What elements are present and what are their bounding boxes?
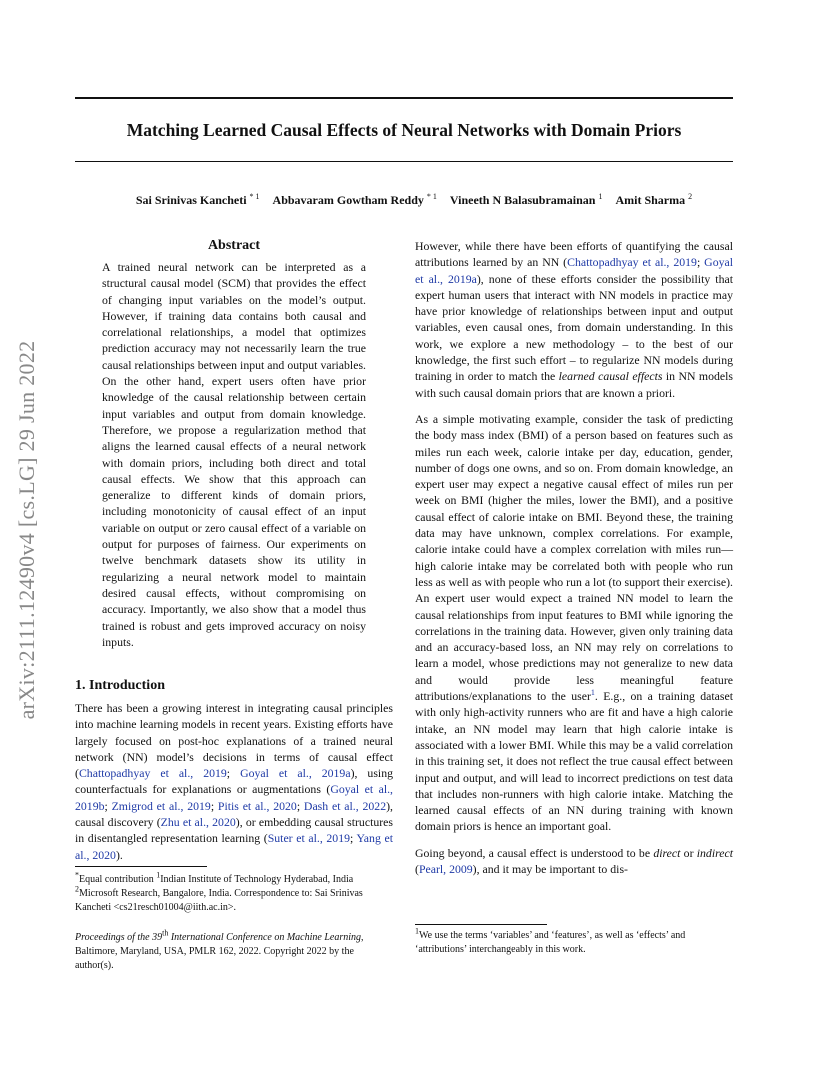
citation-link[interactable]: Goyal et al., 2019b <box>75 782 393 813</box>
footnote-rule <box>415 924 547 925</box>
author: Vineeth N Balasubramainan $^1$ <box>449 192 603 207</box>
proceedings-note: Proceedings of the 39th International Conference on Machine Learning, Baltimore, Maryland, USA, PMLR 162, 2022. Copyright 2022 by the author(s). <box>75 928 364 971</box>
footnote-marker[interactable]: 1 <box>590 688 595 698</box>
right-column <box>415 238 733 877</box>
citation-link[interactable]: Suter et al., 2019 <box>267 831 350 846</box>
abstract-heading: Abstract <box>207 238 261 253</box>
footnote-affiliations: *Equal contribution $^1$Indian Institute of Technology Hyderabad, India $^2$Microsoft Research, Bangalore, India. Correspondence to: Sai Srinivas Kancheti <cs21resch01004@iith.ac.in>. <box>75 870 363 913</box>
citation-link[interactable]: Chattopadhyay et al., 2019 <box>78 766 227 781</box>
paper-title: Matching Learned Causal Effects of Neural Networks with Domain Priors <box>126 120 682 140</box>
arxiv-id: arXiv:2111.12490v4 [cs.LG] 29 Jun 2022 <box>14 340 39 720</box>
citation-link[interactable]: Zhu et al., 2020 <box>160 815 236 830</box>
paragraph: However, while there have been efforts of quantifying the causal attributions learned by an NN (Chattopadhyay et al., 2019; Goyal et al., 2019a), none of these efforts consider the possibility that expert human users that interact with NN models in practice may have prior knowledge of relationships between input and output variables, even causal ones, from domain understanding. In this work, we explore a new methodology – to the best of our knowledge, the first such effort – to regularize NN models during training in order to match the learned causal effects in NN models with such causal domain priors that are known a priori. <box>415 239 734 400</box>
title-rule-top <box>75 97 733 99</box>
citation-link[interactable]: Pearl, 2009 <box>418 861 473 876</box>
abstract-text: A trained neural network can be interpreted as a structural causal model (SCM) that provides the effect of changing input variables on the model’s output. However, if training data contains both causal and correlational relationships, a model that optimizes prediction accuracy may not necessarily learn the true causal relationships between input and output variables. On the other hand, expert users often have prior knowledge of the causal relationship between certain input variables and output from domain knowledge. Therefore, we propose a regularization method that aligns the learned causal effects of a neural network with domain priors, including both direct and total causal effects. We show that this approach can generalize to different kinds of domain priors, including monotonicity of causal effect of an input variable on output or zero causal effect of a variable on output for purposes of fairness. Our experiments on twelve benchmark datasets show its utility in regularizing a neural network model to maintain desired causal effects, without compromising on accuracy. Importantly, we also show that a model thus trained is robust and gets improved accuracy on noisy inputs. <box>102 260 366 649</box>
introduction-paragraph: There has been a growing interest in integrating causal principles into machine learning models in recent years. Existing efforts have largely focused on post-hoc explanations of a trained neural network (NN) model’s decisions in terms of causal effect (Chattopadhyay et al., 2019; Goyal et al., 2019a), using counterfactuals for explanations or augmentations (Goyal et al., 2019b; Zmigrod et al., 2019; Pitis et al., 2020; Dash et al., 2022), causal discovery (Zhu et al., 2020), or embedding causal structures in disentangled representation learning (Suter et al., 2019; Yang et al., 2020). <box>75 701 393 862</box>
author: Amit Sharma $^2$ <box>615 192 693 207</box>
citation-link[interactable]: Goyal et al., 2019a <box>240 766 351 781</box>
author-list <box>40 190 788 210</box>
footnote-terms: $^1$We use the terms ‘variables’ and ‘features’, as well as ‘effects’ and ‘attributions’ interchangeably in this work. <box>415 926 686 955</box>
citation-link[interactable]: Yang et al., 2020 <box>75 831 393 862</box>
paragraph: Going beyond, a causal effect is understood to be direct or indirect (Pearl, 2009), and it may be important to dis- <box>415 845 734 876</box>
section-heading-introduction: 1. Introduction <box>75 678 165 693</box>
citation-link[interactable]: Pitis et al., 2020 <box>217 798 297 813</box>
author: Sai Srinivas Kancheti $^{* 1}$ <box>135 192 260 207</box>
citation-link[interactable]: Zmigrod et al., 2019 <box>111 798 211 813</box>
author: Abbavaram Gowtham Reddy $^{* 1}$ <box>272 192 437 207</box>
footnote-rule <box>75 866 207 867</box>
citation-link[interactable]: Chattopadhyay et al., 2019 <box>567 255 697 270</box>
citation-link[interactable]: Dash et al., 2022 <box>303 798 387 813</box>
paragraph: As a simple motivating example, consider the task of predicting the body mass index (BMI) of a person based on features such as miles run each week, calorie intake per day, education, gender, number of dogs one owns, and so on. From domain knowledge, an expert user may expect a negative causal effect of miles run per week on BMI (higher the miles, lower the BMI), and a positive causal effect of calorie intake on BMI. Beyond these, the training data may have unknown, complex correlations. For example, calorie intake could have a complex correlation with miles run—high calorie intake may be correlated both with people who run less as well as with people who run a lot (to support their exercise). An expert user would expect a trained NN model to learn the causal relationships from input features to BMI while ignoring the correlations in the training data. However, given only training data and an accuracy-based loss, an NN may rely on correlations to learn a model, whose predictions may not generalize to new data and would provide less meaningful feature attributions/explanations to the user$^1$. E.g., on a training dataset with only high-activity runners who are fit and have a high calorie intake, an NN model may learn that high calorie intake is associated with a lower BMI. While this may be a valid correlation in this training set, it does not reflect the true causal effect between input and output, and will lead to incorrect predictions on test data that includes non-runners with high calorie intake. Matching the learned causal effects of an NN during training with known domain priors is hence an important goal. <box>415 411 733 834</box>
citation-link[interactable]: Goyal et al., 2019a <box>415 255 734 286</box>
title-rule-bottom <box>75 161 733 162</box>
abstract <box>102 237 366 650</box>
